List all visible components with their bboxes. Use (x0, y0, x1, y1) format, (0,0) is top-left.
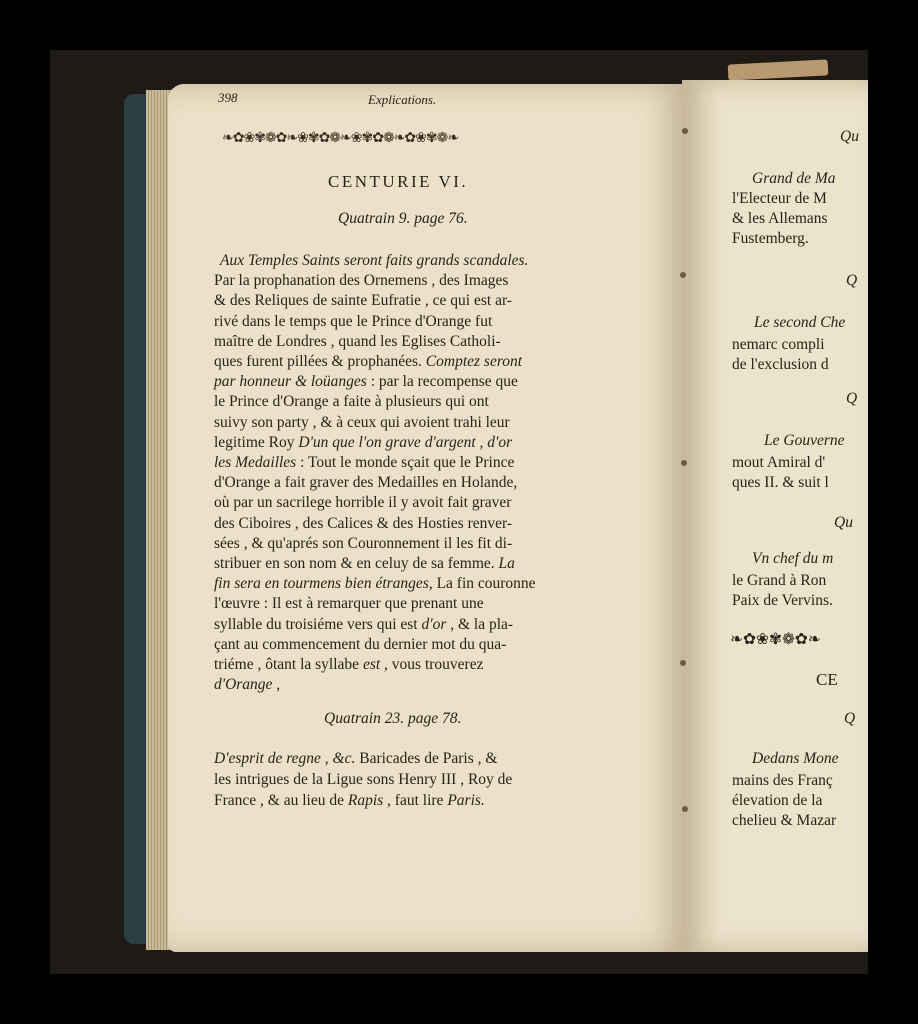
left-page (168, 84, 688, 952)
text-segment: , & la pla- (446, 615, 514, 633)
text-line (214, 494, 511, 512)
text-segment: D'un que l'on grave d'argent , d'or (298, 433, 513, 451)
text-segment: les Medailles (214, 454, 297, 471)
right-text-line: Grand de Ma (752, 170, 836, 187)
text-segment: çant au commencement du dernier mot du qua- (214, 635, 507, 653)
right-text-line: mout Amiral d' (732, 454, 826, 471)
right-text-line: Q (844, 710, 856, 727)
quatrain-heading: Quatrain 9. page 76. (338, 210, 468, 227)
text-segment: syllable du troisiéme vers qui est (214, 615, 422, 633)
text-segment: l'œuvre : Il est à remarquer que prenant une (214, 595, 484, 613)
text-line (214, 656, 483, 674)
right-text-line: chelieu & Mazar (732, 812, 837, 829)
text-segment: où par un sacrilege horrible il y avoit fait graver (214, 494, 512, 512)
text-line (214, 515, 512, 533)
text-line (214, 474, 517, 492)
text-segment: Comptez seront (425, 353, 523, 370)
text-segment: maître de Londres , quand les Eglises Catholi- (214, 332, 501, 350)
right-text-line: Le Gouverne (764, 432, 845, 449)
right-text-line: Paix de Vervins. (732, 592, 833, 609)
book-photo-frame (50, 50, 868, 974)
right-page (682, 80, 868, 952)
running-head: Explications. (368, 92, 437, 107)
text-line (214, 333, 501, 351)
text-segment: est (362, 656, 381, 673)
binding-thread (682, 128, 688, 134)
text-line (214, 272, 508, 290)
text-segment: , faut lire (383, 792, 448, 809)
text-segment: fin sera en tourmens bien étranges, (214, 575, 433, 593)
text-segment: : Tout le monde sçait que le Prince (296, 454, 515, 471)
text-segment: le Prince d'Orange a faite à plusieurs qui ont (214, 393, 489, 411)
right-text-line: l'Electeur de M (732, 190, 827, 207)
text-line (214, 771, 512, 789)
text-segment: Paris. (447, 792, 485, 809)
text-line (214, 616, 513, 634)
right-text-line: & les Allemans (732, 210, 828, 227)
text-segment: stribuer en son nom & en celuy de sa femme. (214, 555, 499, 572)
text-line (214, 555, 515, 573)
text-segment: rivé dans le temps que le Prince d'Orange fut (214, 312, 493, 330)
text-line (214, 434, 512, 452)
binding-thread (682, 806, 688, 812)
quatrain-heading-2: Quatrain 23. page 78. (324, 710, 462, 727)
right-text-line: Vn chef du m (752, 550, 834, 567)
text-line (220, 252, 528, 270)
text-segment: des Ciboires , des Calices & des Hosties renver- (214, 514, 512, 532)
text-line (214, 292, 512, 310)
binding-thread (680, 272, 686, 278)
text-segment: ques furent pillées & prophanées. (214, 353, 426, 370)
text-segment: par honneur & loüanges (214, 373, 367, 391)
text-segment: Rapis (347, 792, 384, 809)
page-number: 398 (218, 90, 238, 105)
text-line (214, 750, 497, 768)
text-segment: Par la prophanation des Ornemens , des Images (214, 272, 509, 290)
right-text-line: élevation de la (732, 792, 823, 809)
text-line (214, 792, 485, 810)
right-text-line: ques II. & suit l (732, 474, 829, 491)
right-text-line: Q (846, 390, 858, 407)
text-segment: : par la recompense que (366, 373, 518, 391)
text-line (214, 353, 522, 371)
right-text-line: Qu (840, 128, 859, 145)
right-text-line: nemarc compli (732, 336, 825, 353)
text-segment: La (498, 555, 515, 572)
right-text-line: ❧✿❀✾❁✿❧ (730, 631, 821, 648)
text-line (214, 454, 514, 472)
text-line (214, 373, 518, 391)
text-line (214, 313, 492, 331)
right-text-line: le Grand à Ron (732, 572, 827, 589)
right-text-line: CE (816, 670, 838, 689)
text-segment: Aux Temples Saints seront faits grands scandales. (220, 252, 529, 269)
text-segment: suivy son party , & à ceux qui avoient trahi leur (214, 413, 510, 431)
text-segment: , vous trouverez (380, 656, 484, 673)
binding-thread (681, 460, 687, 466)
text-segment: La fin couronne (432, 575, 536, 593)
text-segment: D'esprit de regne , &c. (214, 750, 356, 767)
right-text-line: Dedans Mone (752, 750, 839, 767)
right-text-line: mains des Franç (732, 772, 833, 789)
binding-thread (680, 660, 686, 666)
text-segment: France , & au lieu de (214, 792, 348, 809)
ornament-band: ❧✿❀✾❁✿❧❀✾✿❁❧❀✾✿❁❧✿❀✾❁❧ (222, 131, 459, 146)
right-text-line: Le second Che (754, 314, 846, 331)
right-text-line: Q (846, 272, 858, 289)
text-segment: & des Reliques de sainte Eufratie , ce qui est ar- (214, 292, 512, 310)
text-segment: sées , & qu'aprés son Couronnement il les fit di- (214, 534, 513, 552)
text-line (214, 393, 489, 411)
text-segment: triéme , ôtant la syllabe (214, 656, 363, 673)
right-text-line: Qu (834, 514, 853, 531)
text-line (214, 575, 536, 593)
text-segment: Baricades de Paris , & (355, 750, 498, 767)
right-text-line: de l'exclusion d (732, 356, 829, 373)
right-text-line: Fustemberg. (732, 230, 809, 247)
text-line (214, 414, 510, 432)
text-segment: d'or (421, 615, 447, 633)
text-segment: legitime Roy (214, 433, 299, 451)
text-segment: d'Orange a fait graver des Medailles en Holande, (214, 474, 518, 492)
text-line (214, 636, 506, 654)
text-line (214, 676, 280, 694)
text-line (214, 535, 512, 553)
text-segment: d'Orange , (214, 676, 281, 694)
text-line (214, 595, 484, 613)
text-segment: les intrigues de la Ligue sons Henry III , Roy de (214, 771, 513, 788)
centurie-heading: CENTURIE VI. (328, 172, 469, 191)
torn-paper-strip (728, 59, 829, 80)
